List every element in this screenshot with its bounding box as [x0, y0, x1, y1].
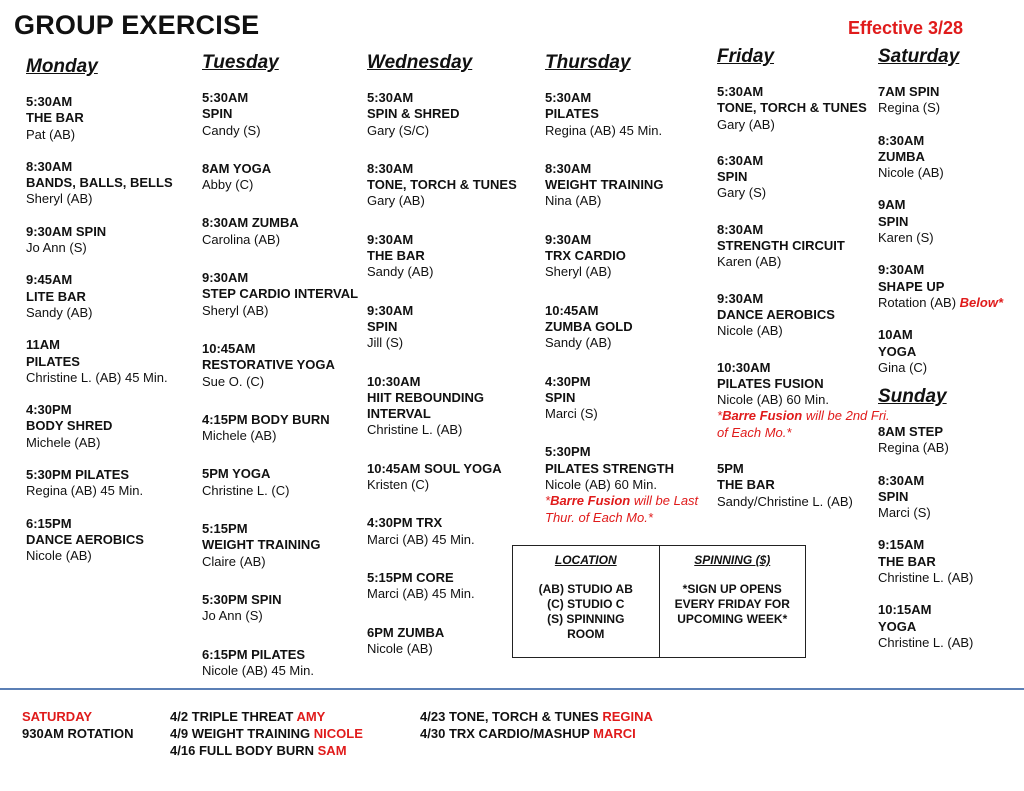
- class-instructor: Sandy (AB): [545, 335, 612, 351]
- day-column-saturday: [878, 46, 1024, 392]
- spinning-line: UPCOMING WEEK*: [677, 612, 788, 626]
- class-instructor: Christine L. (AB): [367, 422, 463, 438]
- class-instructor: Sheryl (AB): [545, 264, 612, 280]
- class-time: 10:30AM: [717, 359, 771, 375]
- class-entry: [878, 197, 1024, 246]
- class-instructor: Nicole (AB): [717, 323, 783, 339]
- class-instructor: Christine L. (AB): [878, 570, 974, 586]
- class-time: 8:30AM ZUMBA: [202, 215, 299, 231]
- day-heading: Tuesday: [202, 52, 279, 73]
- class-instructor: Marci (AB) 45 Min.: [367, 531, 475, 547]
- class-name: PILATES: [545, 106, 599, 122]
- rotation-item: 4/9 WEIGHT TRAINING NICOLE: [170, 726, 363, 741]
- rotation-item: 4/16 FULL BODY BURN SAM: [170, 743, 347, 758]
- day-column-thursday: [545, 52, 725, 548]
- class-entry: [878, 327, 1024, 376]
- class-instructor: Candy (S): [202, 122, 261, 138]
- day-heading: Thursday: [545, 52, 631, 73]
- class-time: 6:15PM PILATES: [202, 646, 306, 662]
- class-entry: [26, 224, 206, 257]
- class-entry: [717, 360, 897, 441]
- class-entry: [545, 444, 725, 525]
- class-name: PILATES: [26, 353, 80, 369]
- class-name: DANCE AEROBICS: [717, 306, 835, 322]
- class-name: ZUMBA GOLD: [545, 318, 633, 334]
- class-time: 6PM ZUMBA: [367, 624, 445, 640]
- class-name: WEIGHT TRAINING: [545, 177, 664, 193]
- class-time: 10:45AM SOUL YOGA: [367, 460, 502, 476]
- day-heading: Friday: [717, 46, 775, 67]
- class-time: 5:30PM: [545, 444, 591, 460]
- class-name: THE BAR: [26, 110, 84, 126]
- class-entry: [545, 232, 725, 281]
- class-time: 9:30AM: [878, 262, 925, 278]
- rotation-label-time: 930AM ROTATION: [22, 726, 134, 741]
- class-time: 10AM: [878, 327, 913, 343]
- class-instructor: Sandy/Christine L. (AB): [717, 493, 853, 509]
- class-instructor: Nicole (AB): [367, 640, 433, 656]
- rotation-label-day: SATURDAY: [22, 709, 93, 724]
- class-name: PILATES STRENGTH: [545, 460, 675, 476]
- class-time: 8:30AM: [878, 132, 925, 148]
- class-entry: [367, 161, 547, 210]
- location-line: (C) STUDIO C: [547, 597, 625, 611]
- class-time: 7AM SPIN: [878, 84, 940, 99]
- class-name: BODY SHRED: [26, 418, 113, 434]
- class-name: WEIGHT TRAINING: [202, 537, 321, 553]
- class-entry: [878, 537, 1024, 586]
- class-instructor: Carolina (AB): [202, 231, 281, 247]
- class-time: 6:15PM: [26, 515, 72, 531]
- class-entry: [367, 303, 547, 352]
- day-column-tuesday: [202, 52, 382, 701]
- day-column-friday: [717, 46, 897, 530]
- class-entry: [717, 153, 897, 202]
- location-line: (AB) STUDIO AB: [538, 582, 633, 596]
- footer-divider: [0, 688, 1024, 690]
- class-name: SPIN: [878, 213, 909, 229]
- class-entry: [878, 424, 1024, 457]
- day-heading: Monday: [26, 56, 98, 77]
- class-instructor: Karen (S): [878, 230, 934, 246]
- class-instructor: Christine L. (C): [202, 482, 290, 498]
- barre-fusion-note: *Barre Fusion will be Last Thur. of Each Mo.*: [545, 493, 699, 525]
- class-instructor: Nina (AB): [545, 193, 602, 209]
- class-entry: [367, 515, 547, 548]
- class-time: 10:45AM: [545, 302, 599, 318]
- class-time: 5PM YOGA: [202, 466, 271, 482]
- class-instructor: Sheryl (AB): [26, 191, 93, 207]
- class-entry: [367, 374, 547, 439]
- class-entry: [202, 270, 382, 319]
- class-time: 9AM: [878, 197, 906, 213]
- info-box: [512, 545, 806, 658]
- class-entry: [202, 215, 382, 248]
- class-instructor: Christine L. (AB) 45 Min.: [26, 369, 168, 385]
- class-name: SPIN: [202, 106, 233, 122]
- class-time: 8AM STEP: [878, 424, 944, 439]
- class-instructor: Gary (S): [717, 185, 767, 201]
- class-entry: [367, 461, 547, 494]
- class-instructor: Nicole (AB) 60 Min.: [717, 392, 829, 408]
- rotation-item: 4/2 TRIPLE THREAT AMY: [170, 709, 326, 724]
- class-instructor: Jo Ann (S): [202, 608, 263, 624]
- location-line: ROOM: [567, 627, 605, 641]
- day-heading: Sunday: [878, 386, 947, 407]
- class-time: 9:45AM: [26, 272, 73, 288]
- class-name: THE BAR: [878, 553, 936, 569]
- class-entry: [878, 262, 1024, 311]
- class-time: 5:30AM: [545, 90, 592, 105]
- class-time: 9:30AM: [202, 270, 249, 286]
- class-instructor: Michele (AB): [26, 434, 101, 450]
- class-instructor: Jill (S): [367, 335, 404, 351]
- spinning-info: [659, 546, 806, 657]
- rotation-list-b: [420, 708, 653, 742]
- class-time: 10:30AM: [367, 373, 421, 389]
- class-entry: [545, 303, 725, 352]
- class-time: 4:30PM: [26, 402, 72, 418]
- class-entry: [26, 272, 206, 321]
- day-column-monday: [26, 56, 206, 581]
- class-name: STRENGTH CIRCUIT: [717, 238, 845, 254]
- class-instructor: Nicole (AB) 60 Min.: [545, 477, 657, 493]
- class-name: THE BAR: [367, 248, 425, 264]
- class-name: RESTORATIVE YOGA: [202, 357, 335, 373]
- class-instructor: Rotation (AB) Below*: [878, 294, 1004, 310]
- class-instructor: Christine L. (AB): [878, 634, 974, 650]
- class-entry: [202, 412, 382, 445]
- class-name: TONE, TORCH & TUNES: [367, 177, 517, 193]
- class-entry: [26, 337, 206, 386]
- below-note: Below*: [959, 294, 1004, 310]
- class-name: SPIN: [545, 389, 576, 405]
- class-time: 5:30PM PILATES: [26, 467, 130, 483]
- class-entry: [26, 516, 206, 565]
- class-entry: [545, 90, 725, 139]
- class-time: 4:30PM: [545, 373, 591, 389]
- class-name: YOGA: [878, 618, 917, 634]
- class-entry: [202, 521, 382, 570]
- class-instructor: Claire (AB): [202, 553, 266, 569]
- class-name: LITE BAR: [26, 288, 86, 304]
- day-heading: Wednesday: [367, 52, 473, 73]
- class-entry: [26, 467, 206, 500]
- class-entry: [26, 159, 206, 208]
- class-time: 9:30AM: [545, 231, 592, 247]
- class-time: 9:15AM: [878, 537, 925, 553]
- class-time: 9:30AM: [367, 231, 414, 247]
- class-instructor: Nicole (AB): [878, 165, 944, 181]
- class-instructor: Sandy (AB): [26, 304, 93, 320]
- class-instructor: Abby (C): [202, 177, 254, 193]
- class-time: 9:30AM SPIN: [26, 223, 107, 239]
- class-entry: [367, 90, 547, 139]
- class-entry: [878, 473, 1024, 522]
- page-title: GROUP EXERCISE: [14, 10, 260, 40]
- spinning-title: SPINNING ($): [694, 553, 771, 567]
- class-time: 4:30PM TRX: [367, 515, 443, 531]
- class-instructor: Regina (AB): [878, 440, 949, 456]
- class-name: TONE, TORCH & TUNES: [717, 100, 867, 116]
- class-time: 8:30AM: [717, 221, 764, 237]
- class-entry: [202, 161, 382, 194]
- class-instructor: Marci (AB) 45 Min.: [367, 586, 475, 602]
- class-name: THE BAR: [717, 477, 775, 493]
- class-instructor: Pat (AB): [26, 126, 76, 142]
- day-heading: Saturday: [878, 46, 960, 67]
- class-time: 8AM YOGA: [202, 160, 272, 176]
- class-entry: [26, 402, 206, 451]
- spinning-line: EVERY FRIDAY FOR: [674, 597, 790, 611]
- class-instructor: Gina (C): [878, 359, 928, 375]
- class-time: 9:30AM: [717, 290, 764, 306]
- class-time: 11AM: [26, 337, 60, 353]
- class-instructor: Regina (S): [878, 100, 941, 116]
- class-entry: [717, 222, 897, 271]
- class-entry: [717, 84, 897, 133]
- class-name: SHAPE UP: [878, 278, 945, 294]
- class-instructor: Regina (AB) 45 Min.: [545, 122, 663, 138]
- class-time: 8:30AM: [545, 160, 592, 176]
- class-instructor: Sue O. (C): [202, 373, 265, 389]
- class-instructor: Nicole (AB): [26, 548, 92, 564]
- class-instructor: Jo Ann (S): [26, 240, 87, 256]
- class-time: 5:15PM: [202, 521, 248, 537]
- class-instructor: Kristen (C): [367, 477, 430, 493]
- class-entry: [367, 232, 547, 281]
- class-entry: [202, 90, 382, 139]
- class-name: STEP CARDIO INTERVAL: [202, 286, 359, 302]
- class-time: 8:30AM: [367, 160, 414, 176]
- class-instructor: Karen (AB): [717, 254, 782, 270]
- class-entry: [717, 291, 897, 340]
- class-time: 5:30AM: [367, 90, 414, 105]
- class-name: SPIN & SHRED: [367, 106, 460, 122]
- class-name: SPIN: [878, 488, 909, 504]
- rotation-label: [22, 708, 133, 742]
- class-time: 5:30AM: [717, 84, 764, 99]
- class-time: 9:30AM: [367, 302, 414, 318]
- class-entry: [717, 461, 897, 510]
- class-time: 5:30AM: [26, 94, 73, 109]
- class-instructor: Gary (AB): [367, 193, 425, 209]
- class-entry: [878, 84, 1024, 117]
- class-entry: [545, 161, 725, 210]
- class-time: 5:30AM: [202, 90, 249, 105]
- class-name: DANCE AEROBICS: [26, 531, 144, 547]
- class-instructor: Regina (AB) 45 Min.: [26, 483, 144, 499]
- class-instructor: Sandy (AB): [367, 264, 434, 280]
- class-time: 8:30AM: [26, 158, 73, 174]
- class-instructor: Nicole (AB) 45 Min.: [202, 662, 314, 678]
- class-instructor: Michele (AB): [202, 428, 277, 444]
- class-name: SPIN: [717, 169, 748, 185]
- class-time: 4:15PM BODY BURN: [202, 411, 330, 427]
- class-name: YOGA: [878, 343, 917, 359]
- class-name: BANDS, BALLS, BELLS: [26, 175, 173, 191]
- class-entry: [545, 374, 725, 423]
- barre-fusion-note: *Barre Fusion will be 2nd Fri. of Each Mo.*: [717, 408, 890, 440]
- class-time: 5:15PM CORE: [367, 569, 454, 585]
- day-column-sunday: [878, 386, 1024, 667]
- class-instructor: Gary (S/C): [367, 122, 430, 138]
- class-time: 6:30AM: [717, 152, 764, 168]
- rotation-item: 4/30 TRX CARDIO/MASHUP MARCI: [420, 726, 636, 741]
- rotation-item: 4/23 TONE, TORCH & TUNES REGINA: [420, 709, 653, 724]
- class-name: PILATES FUSION: [717, 375, 824, 391]
- class-entry: [202, 466, 382, 499]
- effective-date: Effective 3/28: [848, 18, 964, 38]
- class-entry: [878, 602, 1024, 651]
- class-instructor: Sheryl (AB): [202, 302, 269, 318]
- class-time: 8:30AM: [878, 472, 925, 488]
- class-name: HIIT REBOUNDING INTERVAL: [367, 389, 484, 422]
- class-name: SPIN: [367, 318, 398, 334]
- location-title: LOCATION: [554, 553, 617, 567]
- class-instructor: Marci (S): [545, 406, 598, 422]
- class-time: 5PM: [717, 461, 744, 477]
- class-entry: [26, 94, 206, 143]
- class-time: 5:30PM SPIN: [202, 591, 282, 607]
- spinning-line: *SIGN UP OPENS: [682, 582, 782, 596]
- class-time: 10:15AM: [878, 602, 932, 618]
- class-entry: [202, 592, 382, 625]
- class-time: 10:45AM: [202, 340, 256, 356]
- class-entry: [202, 341, 382, 390]
- class-instructor: Gary (AB): [717, 116, 775, 132]
- class-entry: [202, 647, 382, 680]
- class-name: ZUMBA: [878, 148, 925, 164]
- class-entry: [878, 133, 1024, 182]
- class-instructor: Marci (S): [878, 505, 931, 521]
- location-line: (S) SPINNING: [547, 612, 625, 626]
- class-name: TRX CARDIO: [545, 248, 626, 264]
- rotation-list-a: [170, 708, 363, 759]
- location-legend: [513, 546, 659, 657]
